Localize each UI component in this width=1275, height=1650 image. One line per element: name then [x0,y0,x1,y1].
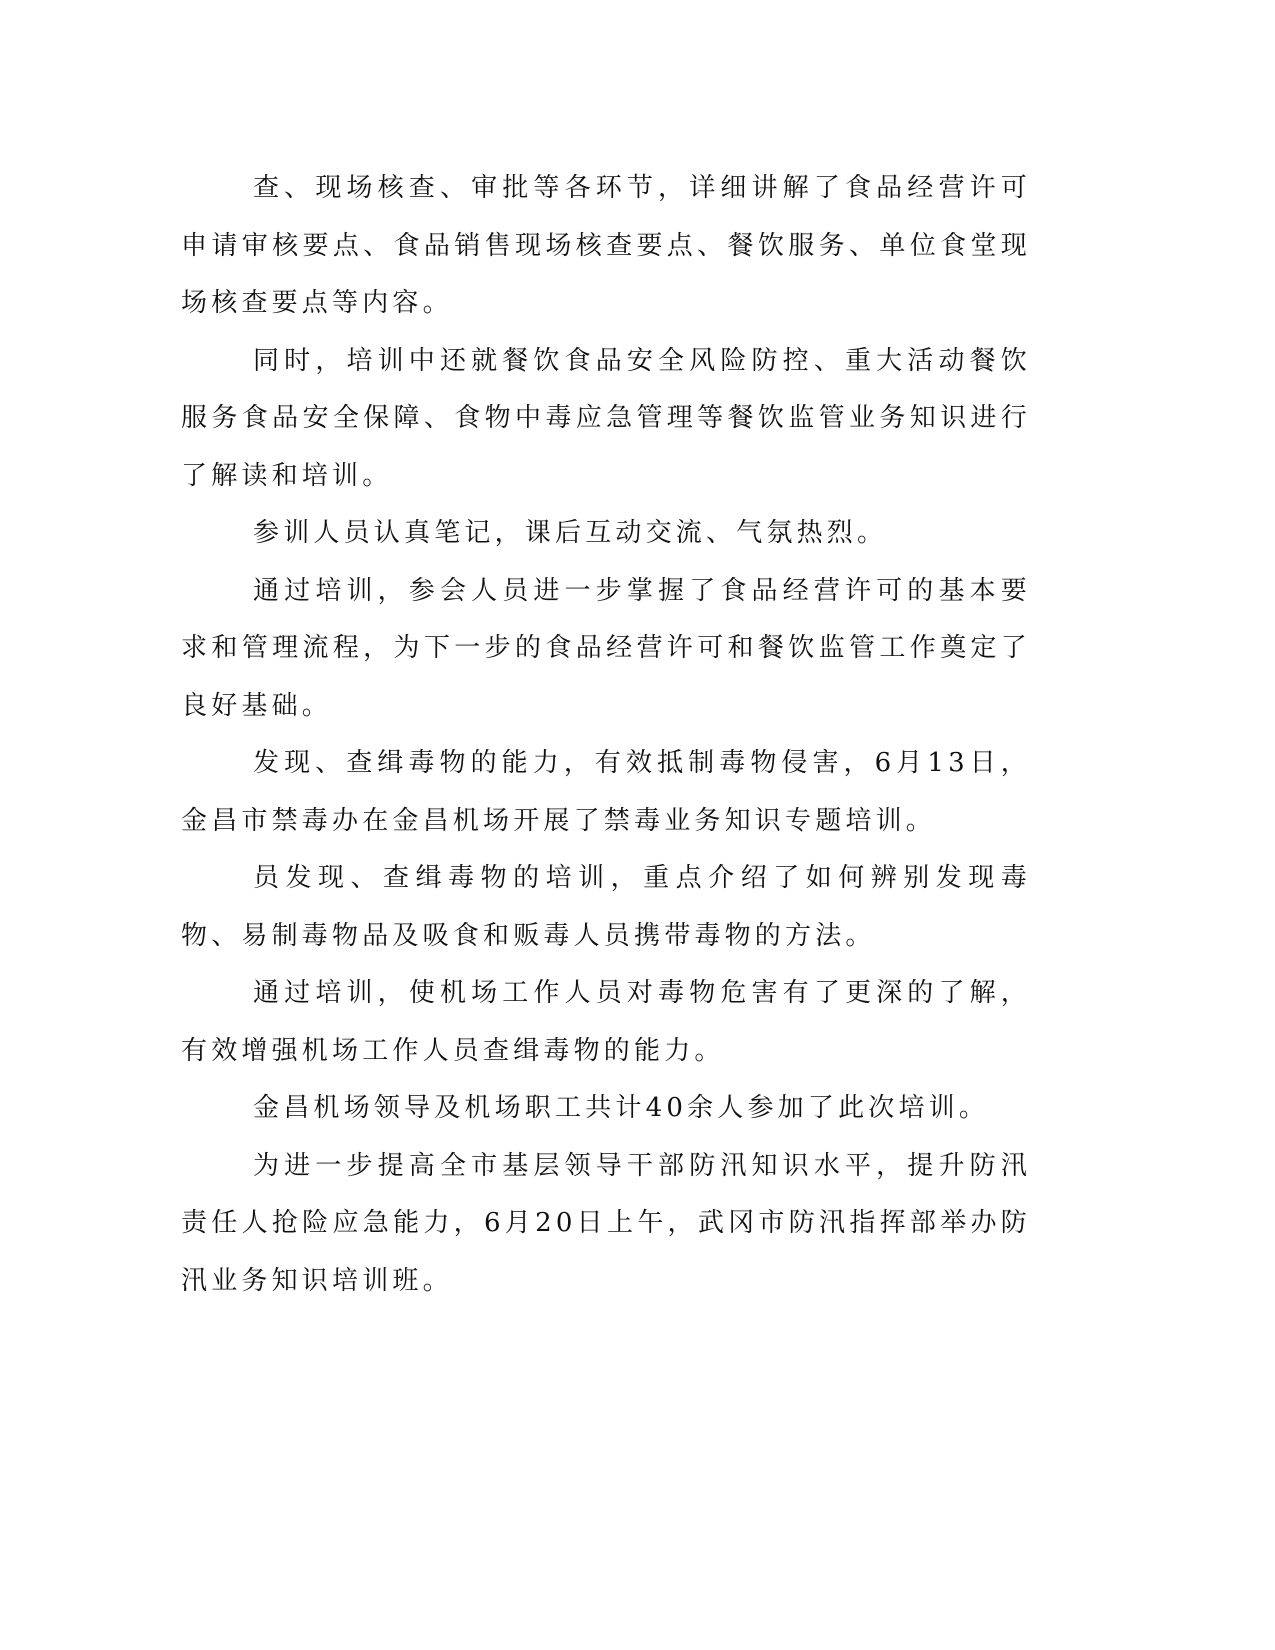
paragraph-4: 通过培训，参会人员进一步掌握了食品经营许可的基本要求和管理流程，为下一步的食品经营许可和餐饮监管工作奠定了良好基础。 [181,575,1031,721]
paragraph-5: 发现、查缉毒物的能力，有效抵制毒物侵害，6月13日，金昌市禁毒办在金昌机场开展了禁毒业务知识专题培训。 [181,748,1031,836]
document-body [181,160,1031,1310]
paragraph-8: 金昌机场领导及机场职工共计40余人参加了此次培训。 [253,1093,990,1123]
paragraph-6: 员发现、查缉毒物的培训，重点介绍了如何辨别发现毒物、易制毒物品及吸食和贩毒人员携带毒物的方法。 [181,863,1031,951]
paragraph-7: 通过培训，使机场工作人员对毒物危害有了更深的了解，有效增强机场工作人员查缉毒物的能力。 [181,978,1031,1066]
paragraph-1: 查、现场核查、审批等各环节，详细讲解了食品经营许可申请审核要点、食品销售现场核查要点、餐饮服务、单位食堂现场核查要点等内容。 [181,173,1031,318]
paragraph-2: 同时，培训中还就餐饮食品安全风险防控、重大活动餐饮服务食品安全保障、食物中毒应急管理等餐饮监管业务知识进行了解读和培训。 [181,345,1031,491]
paragraph-9: 为进一步提高全市基层领导干部防汛知识水平，提升防汛责任人抢险应急能力，6月20日上午，武冈市防汛指挥部举办防汛业务知识培训班。 [181,1150,1031,1296]
paragraph-3: 参训人员认真笔记，课后互动交流、气氛热烈。 [253,518,888,548]
